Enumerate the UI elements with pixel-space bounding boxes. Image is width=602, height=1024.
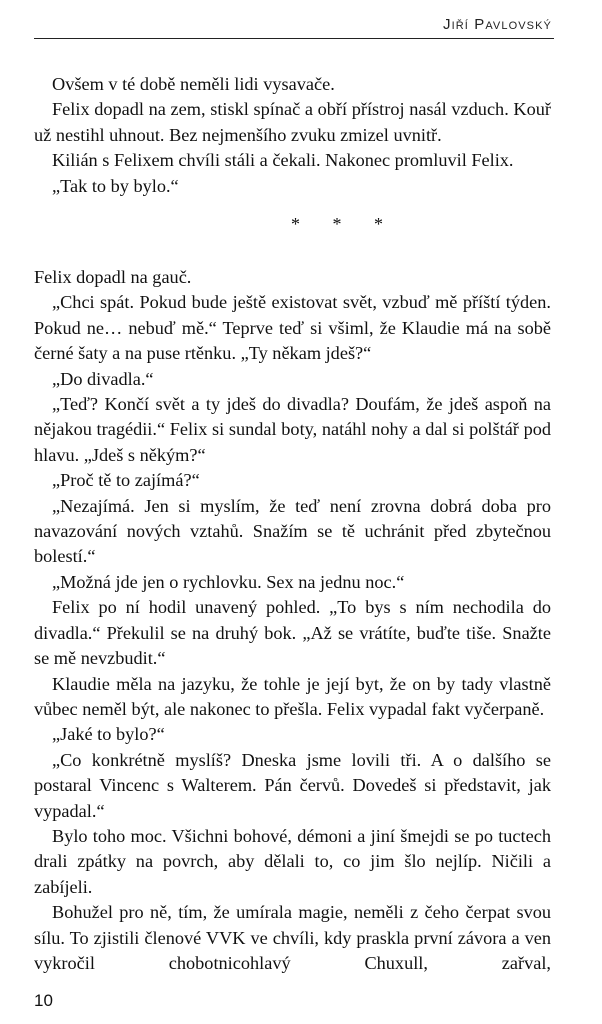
paragraph: „Proč tě to zajímá?“: [52, 470, 200, 491]
paragraph: Felix dopadl na zem, stiskl spínač a obří přístroj nasál vzduch. Kouř už nestihl uhnout. Bez nejmenšího zvuku zmizel uvnitř.: [34, 99, 551, 145]
paragraph: „Teď? Končí svět a ty jdeš do divadla? Doufám, že jdeš aspoň na nějakou tragédii.“ Felix si sundal boty, natáhl nohy a dal si polštář pod hlavu. „Jdeš s někým?“: [34, 394, 551, 465]
header-author: Jiří Pavlovský: [442, 16, 552, 33]
paragraph: „Do divadla.“: [52, 368, 154, 389]
paragraph: „Nezajímá. Jen si myslím, že teď není zrovna dobrá doba pro navazování nových vztahů. Snažím se tě uchránit před zbytečnou bolestí.“: [34, 495, 551, 567]
paragraph: Klaudie měla na jazyku, že tohle je její byt, že on by tady vlastně vůbec neměl být, ale nakonec to přešla. Felix vypadal fakt vyčerpaně.: [34, 673, 551, 719]
paragraph: Kilián s Felixem chvíli stáli a čekali. Nakonec promluvil Felix.: [52, 150, 514, 171]
paragraph: Bylo toho moc. Všichni bohové, démoni a jiní šmejdi se po tuctech drali zpátky na povrch, aby dělali to, co jim šlo nejlíp. Ničili a zabíjeli.: [34, 825, 551, 897]
paragraph: Felix po ní hodil unavený pohled. „To bys s ním nechodila do divadla.“ Překulil se na druhý bok. „Až se vrátíte, buďte tiše. Snažte se mě nevzbudit.“: [34, 597, 551, 669]
text-block-2: [34, 265, 551, 976]
paragraph: Ovšem v té době neměli lidi vysavače.: [52, 74, 335, 94]
paragraph: Bohužel pro ně, tím, že umírala magie, neměli z čeho čerpat svou sílu. To zjistili členové VVK ve chvíli, kdy praskla první závora a ven vykročil chobotnicohlavý Chuxull, zařval,: [34, 902, 551, 973]
paragraph: „Jaké to bylo?“: [52, 724, 165, 745]
paragraph: „Chci spát. Pokud bude ještě existovat svět, vzbuď mě příští týden. Pokud ne… nebuď mě.“ Teprve teď si všiml, že Klaudie má na sobě černé šaty a na puse rtěnku. „Ty někam jdeš?“: [34, 292, 551, 364]
paragraph: „Tak to by bylo.“: [52, 175, 179, 196]
text-block-1: [34, 72, 551, 199]
paragraph: „Možná jde jen o rychlovku. Sex na jednu noc.“: [52, 571, 405, 592]
section-separator: * * *: [291, 214, 397, 234]
page-number: 10: [34, 991, 53, 1010]
paragraph: Felix dopadl na gauč.: [34, 267, 192, 287]
running-header: [34, 12, 554, 39]
paragraph: „Co konkrétně myslíš? Dneska jsme lovili tři. A o dalšího se postaral Vincenc s Walterem. Pán červů. Dovedeš si představit, jak vypadal.“: [34, 749, 551, 821]
